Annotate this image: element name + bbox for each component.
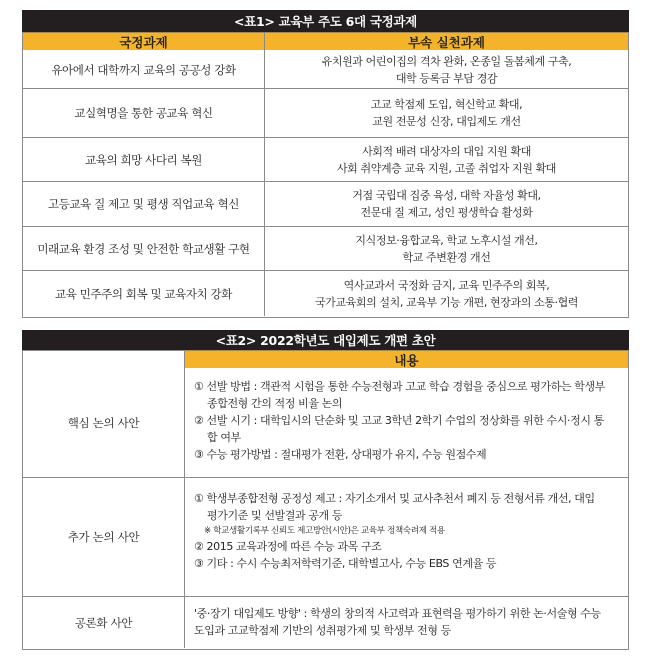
subtask-line: 역사교과서 국정화 금지, 교육 민주주의 회복, <box>343 278 550 292</box>
table-row <box>23 51 264 88</box>
subtask-line: 지식정보·융합교육, 학교 노후시설 개선, <box>355 233 538 247</box>
subtask-cell <box>265 227 628 270</box>
content-cell <box>194 605 624 639</box>
content-cell <box>194 490 624 572</box>
subtask-line: 사회적 배려 대상자의 대입 지원 확대 <box>362 144 531 158</box>
table-row <box>23 597 184 648</box>
table-row <box>23 182 264 226</box>
content-item: ③ 기타 : 수시 수능최저학력기준, 대학별고사, 수능 EBS 연계율 등 <box>194 557 497 570</box>
content-item: ① 학생부종합전형 공정성 제고 : 자기소개서 및 교사추천서 폐지 등 전형서류 개선, 대입 평가기준 및 선발결과 공개 등 <box>194 492 595 522</box>
content-item: ③ 수능 평가방법 : 절대평가 전환, 상대평가 유지, 수능 원점수제 <box>194 448 487 461</box>
subtask-line: 유치원과 어린이집의 격차 완화, 온종일 돌봄체계 구축, <box>321 54 572 68</box>
subtask-line: 학교 주변환경 개선 <box>402 250 491 264</box>
subtask-line: 사회 취약계층 교육 지원, 고졸 취업자 지원 확대 <box>336 161 557 175</box>
content-note: ※ 학교생활기록부 신뢰도 제고방안(시안)은 교육부 정책숙려제 적용 <box>204 526 445 536</box>
subtask-line: 교원 전문성 신장, 대입제도 개선 <box>372 115 521 128</box>
table2-title: <표2> 2022학년도 대입제도 개편 초안 <box>22 330 629 350</box>
subtask-cell <box>265 51 628 88</box>
national-task: 교육의 희망 사다리 복원 <box>85 152 202 167</box>
national-task: 미래교육 환경 조성 및 안전한 학교생활 구현 <box>37 241 250 256</box>
subtask-cell <box>265 89 628 137</box>
subtask-cell <box>265 271 628 316</box>
national-task: 교육 민주주의 회복 및 교육자치 강화 <box>55 286 232 301</box>
table1-title: <표1> 교육부 주도 6대 국정과제 <box>22 10 629 32</box>
content-item: ② 선발 시기 : 대학입시의 단순화 및 고교 3학년 2학기 수업의 정상화를 위한 수시·정시 통 합 여부 <box>194 414 604 444</box>
subtask-line: 대학 등록금 부담 경감 <box>395 71 498 85</box>
issue-category: 공론화 사안 <box>74 615 133 630</box>
table-row <box>23 138 264 181</box>
table-row <box>23 227 264 270</box>
table2-header-content: 내용 <box>185 351 628 368</box>
table-row <box>23 89 264 137</box>
table1-header-subtasks: 부속 실천과제 <box>265 33 628 50</box>
subtask-cell <box>265 182 628 226</box>
content-cell <box>194 378 624 463</box>
content-item: ② 2015 교육과정에 따른 수능 과목 구조 <box>194 540 382 553</box>
issue-category: 추가 논의 사안 <box>67 530 140 544</box>
subtask-line: 전문대 질 제고, 성인 평생학습 활성화 <box>360 206 533 219</box>
subtask-line: 거점 국립대 집중 육성, 대학 자율성 확대, <box>352 189 541 202</box>
national-task: 고등교육 질 제고 및 평생 직업교육 혁신 <box>48 197 239 211</box>
table-row <box>23 369 184 477</box>
issue-category: 핵심 논의 사안 <box>67 416 140 430</box>
content-item: ① 선발 방법 : 객관적 시험을 통한 수능전형과 고교 학습 경험을 중심으로 평가하는 학생부 종합전형 간의 적정 비율 논의 <box>194 380 605 410</box>
table1-header-task: 국정과제 <box>23 33 264 50</box>
table-row <box>23 478 184 596</box>
national-task: 교실혁명을 통한 공교육 혁신 <box>74 106 213 120</box>
table2-column-divider <box>184 351 185 648</box>
national-task: 유아에서 대학까지 교육의 공공성 강화 <box>51 62 236 77</box>
subtask-line: 고교 학점제 도입, 혁신학교 확대, <box>370 98 523 111</box>
content-item: '중·장기 대입제도 방향' : 학생의 창의적 사고력과 표현력을 평가하기 위한 논·서술형 수능 도입과 고교학점제 기반의 성취평가제 및 학생부 전형 등 <box>194 607 601 637</box>
subtask-cell <box>265 138 628 181</box>
subtask-line: 국가교육회의 설치, 교육부 기능 개편, 현장과의 소통·협력 <box>314 295 579 309</box>
table-row <box>23 271 264 316</box>
